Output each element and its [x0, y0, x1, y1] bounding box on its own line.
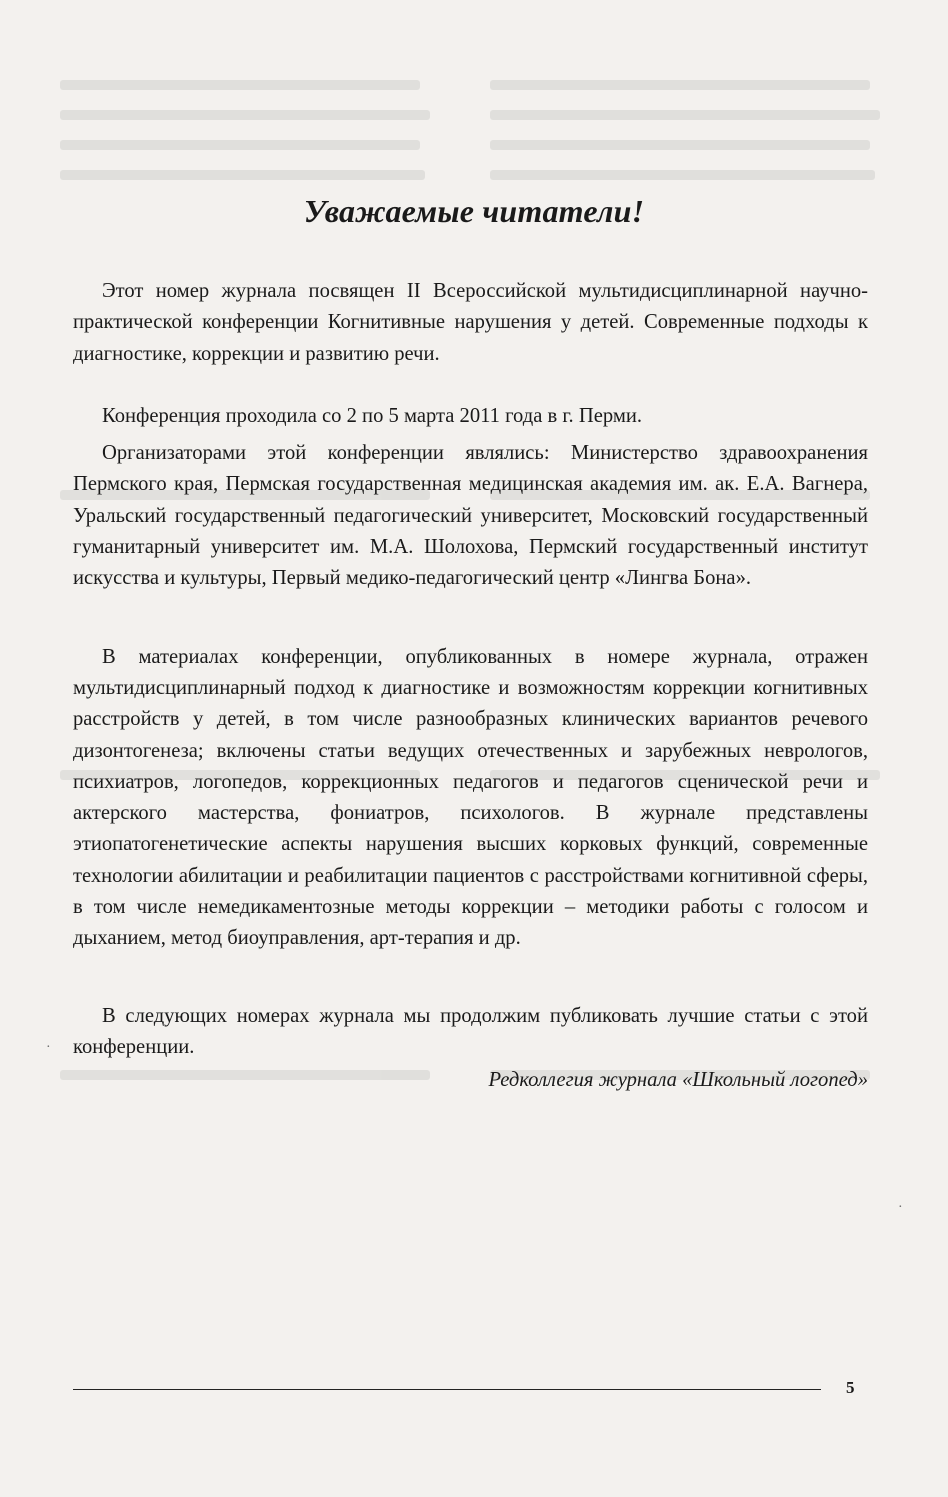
next-issues-paragraph: В следующих номерах журнала мы продолжим публиковать лучшие статьи с этой конференции. — [73, 1004, 868, 1058]
footer-divider — [73, 1389, 821, 1390]
scan-speck: · — [46, 1040, 51, 1055]
organizers-paragraph: Организаторами этой конференции являлись: Министерство здравоохранения Пермского края, Пермская государственная медицинская академия им. ак. Е.А. Вагнера, Уральский государственный педагогический университет, Московский государственный гуманитарный университет им. М.А. Шолохова, Пермский государственный институт искусства и культуры, Первый медико-педагогический центр «Лингва Бона». — [73, 442, 868, 590]
conference-dates-paragraph: Конференция проходила со 2 по 5 марта 2011 года в г. Перми. — [102, 404, 643, 427]
article-body — [73, 276, 868, 1097]
page-title: Уважаемые читатели! — [303, 193, 645, 229]
intro-paragraph: Этот номер журнала посвящен II Всероссийской мультидисциплинарной научно-практической конференции Когнитивные нарушения у детей. Современные подходы к диагностике, коррекции и развитию речи. — [73, 280, 868, 365]
editorial-signature: Редколлегия журнала «Школьный логопед» — [488, 1069, 868, 1092]
scan-speck: · — [898, 1200, 903, 1215]
page-number: 5 — [846, 1378, 855, 1397]
materials-paragraph: В материалах конференции, опубликованных в номере журнала, отражен мультидисциплинарный подход к диагностике и возможностям коррекции когнитивных расстройств у детей, в том числе разнообразных клинических вариантов речевого дизонтогенеза; включены статьи ведущих отечественных и зарубежных неврологов, психиатров, логопедов, коррекционных педагогов и педагогов сценической речи и актерского мастерства, фониатров, психологов. В журнале представлены этиопатогенетические аспекты нарушения высших корковых функций, современные технологии абилитации и реабилитации пациентов с расстройствами когнитивной сферы, в том числе немедикаментозные методы коррекции – методики работы с голосом и дыханием, метод биоуправления, арт-терапия и др. — [73, 645, 868, 950]
